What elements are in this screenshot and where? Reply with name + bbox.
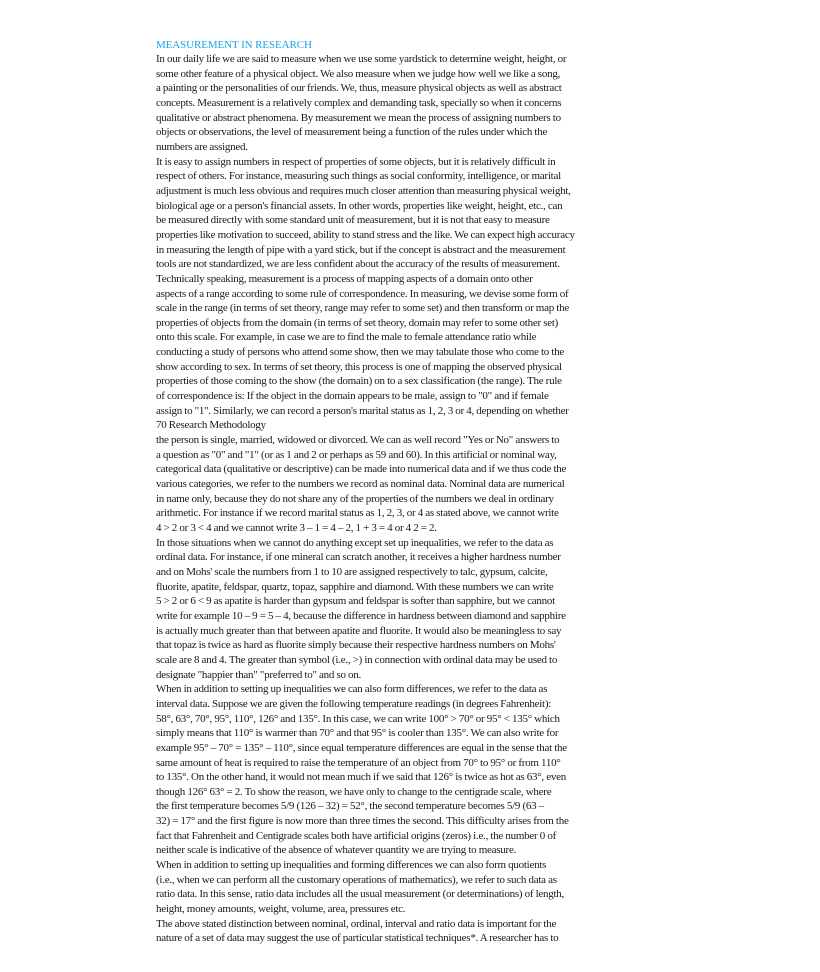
text-line: 32) = 17° and the first figure is now more than three times the second. This difficulty arises from the [156, 815, 569, 828]
text-line: objects or observations, the level of measurement being a function of the rules under which the [156, 126, 548, 139]
text-line: a painting or the personalities of our friends. We, thus, measure physical objects as well as abstract [156, 82, 562, 95]
text-line: numbers are assigned. [156, 140, 248, 153]
text-line: the first temperature becomes 5/9 (126 – 32) = 52°, the second temperature becomes 5/9 (63 – [156, 800, 544, 813]
text-line: nature of a set of data may suggest the use of particular statistical techniques*. A researcher has to [156, 932, 559, 945]
text-line: scale in the range (in terms of set theory, range may refer to some set) and then transform or map the [156, 302, 569, 315]
text-line: neither scale is indicative of the absence of whatever quantity we are trying to measure. [156, 844, 517, 857]
text-line: arithmetic. For instance if we record marital status as 1, 2, 3, or 4 as stated above, we cannot write [156, 507, 559, 520]
text-line: When in addition to setting up inequalities and forming differences we can also form quotients [156, 859, 547, 872]
text-line: concepts. Measurement is a relatively complex and demanding task, specially so when it concerns [156, 96, 562, 109]
text-line: write for example 10 – 9 = 5 – 4, because the difference in hardness between diamond and sapphire [156, 609, 566, 622]
text-line: is actually much greater than that between apatite and fluorite. It would also be meaningless to say [156, 624, 562, 637]
text-line: show according to sex. In terms of set theory, this process is one of mapping the observed physical [156, 360, 562, 373]
text-line: aspects of a range according to some rule of correspondence. In measuring, we devise some form of [156, 287, 569, 300]
section-heading: MEASUREMENT IN RESEARCH [156, 39, 312, 51]
text-line: designate "happier than" "preferred to" and so on. [156, 668, 362, 681]
text-line: though 126° 63° = 2. To show the reason, we have only to change to the centigrade scale, where [156, 785, 552, 798]
text-line: in measuring the length of pipe with a yard stick, but if the concept is abstract and the measurement [156, 243, 566, 256]
text-line: be measured directly with some standard unit of measurement, but it is not that easy to measure [156, 214, 550, 227]
text-line: 5 > 2 or 6 < 9 as apatite is harder than gypsum and feldspar is softer than sapphire, but we cannot [156, 595, 555, 608]
text-line: When in addition to setting up inequalities we can also form differences, we refer to the data as [156, 683, 548, 696]
text-line: fluorite, apatite, feldspar, quartz, topaz, sapphire and diamond. With these numbers we can write [156, 580, 554, 593]
text-line: simply means that 110° is warmer than 70° and that 95° is cooler than 135°. We can also write for [156, 727, 559, 740]
text-line: height, money amounts, weight, volume, area, pressures etc. [156, 903, 406, 916]
text-line: and on Mohs' scale the numbers from 1 to 10 are assigned respectively to talc, gypsum, calcite, [156, 565, 548, 578]
text-line: categorical data (qualitative or descriptive) can be made into numerical data and if we thus code the [156, 463, 567, 476]
text-line: adjustment is much less obvious and requires much closer attention than measuring physical weight, [156, 184, 571, 197]
text-line: In our daily life we are said to measure when we use some yardstick to determine weight, height, or [156, 53, 567, 65]
text-line: respect of others. For instance, measuring such things as social conformity, intelligence, or marital [156, 170, 561, 183]
text-line: (i.e., when we can perform all the customary operations of mathematics), we refer to such data as [156, 873, 557, 886]
text-line: 70 Research Methodology [156, 419, 266, 432]
text-line: various categories, we refer to the numbers we record as nominal data. Nominal data are numerical [156, 478, 565, 491]
text-line: 4 > 2 or 3 < 4 and we cannot write 3 – 1 = 4 – 2, 1 + 3 = 4 or 4 2 = 2. [156, 522, 437, 534]
text-line: assign to "1". Similarly, we can record a person's marital status as 1, 2, 3 or 4, depending on whether [156, 404, 569, 417]
text-line: properties like motivation to succeed, ability to stand stress and the like. We can expect high accuracy [156, 228, 575, 241]
text-line: biological age or a person's financial assets. In other words, properties like weight, height, etc., can [156, 199, 563, 212]
text-line: some other feature of a physical object. We also measure when we judge how well we like a song, [156, 67, 561, 80]
text-line: to 135°. On the other hand, it would not mean much if we said that 126° is twice as hot as 63°, even [156, 771, 566, 784]
text-line: a question as "0" and "1" (or as 1 and 2 or perhaps as 59 and 60). In this artificial or nominal way, [156, 448, 557, 461]
text-line: The above stated distinction between nominal, ordinal, interval and ratio data is important for the [156, 917, 557, 930]
text-column [156, 38, 662, 946]
text-line: qualitative or abstract phenomena. By measurement we mean the process of assigning numbers to [156, 111, 561, 124]
text-line: scale are 8 and 4. The greater than symbol (i.e., >) in connection with ordinal data may be used to [156, 653, 558, 666]
text-line: tools are not standardized, we are less confident about the accuracy of the results of measurement. [156, 258, 560, 271]
text-line: same amount of heat is required to raise the temperature of an object from 70° to 95° or from 110° [156, 756, 561, 769]
text-line: that topaz is twice as hard as fluorite simply because their respective hardness numbers on Mohs' [156, 639, 556, 652]
text-line: Technically speaking, measurement is a process of mapping aspects of a domain onto other [156, 272, 533, 285]
text-line: ratio data. In this sense, ratio data includes all the usual measurement (or determinations) of length, [156, 888, 565, 901]
text-line: example 95° – 70° = 135° – 110°, since equal temperature differences are equal in the sense that the [156, 741, 567, 754]
text-line: ordinal data. For instance, if one mineral can scratch another, it receives a higher hardness number [156, 551, 561, 564]
text-line: properties of those coming to the show (the domain) on to a sex classification (the range). The rule [156, 375, 562, 388]
text-line: conducting a study of persons who attend some show, then we may tabulate those who come to the [156, 346, 565, 359]
text-line: In those situations when we cannot do anything except set up inequalities, we refer to the data as [156, 536, 554, 549]
text-line: the person is single, married, widowed or divorced. We can as well record "Yes or No" answers to [156, 434, 560, 447]
text-line: fact that Fahrenheit and Centigrade scales both have artificial origins (zeros) i.e., the number 0 of [156, 829, 556, 842]
text-line: interval data. Suppose we are given the following temperature readings (in degrees Fahrenheit): [156, 697, 552, 710]
text-line: in name only, because they do not share any of the properties of the numbers we deal in ordinary [156, 492, 554, 505]
text-line: onto this scale. For example, in case we are to find the male to female attendance ratio while [156, 331, 537, 344]
text-line: of correspondence is: If the object in the domain appears to be male, assign to "0" and if female [156, 390, 549, 403]
text-line: properties of objects from the domain (in terms of set theory, domain may refer to some other set) [156, 316, 559, 329]
text-line: It is easy to assign numbers in respect of properties of some objects, but it is relatively difficult in [156, 155, 556, 168]
text-line: 58°, 63°, 70°, 95°, 110°, 126° and 135°. In this case, we can write 100° > 70° or 95° < 135° which [156, 712, 560, 725]
